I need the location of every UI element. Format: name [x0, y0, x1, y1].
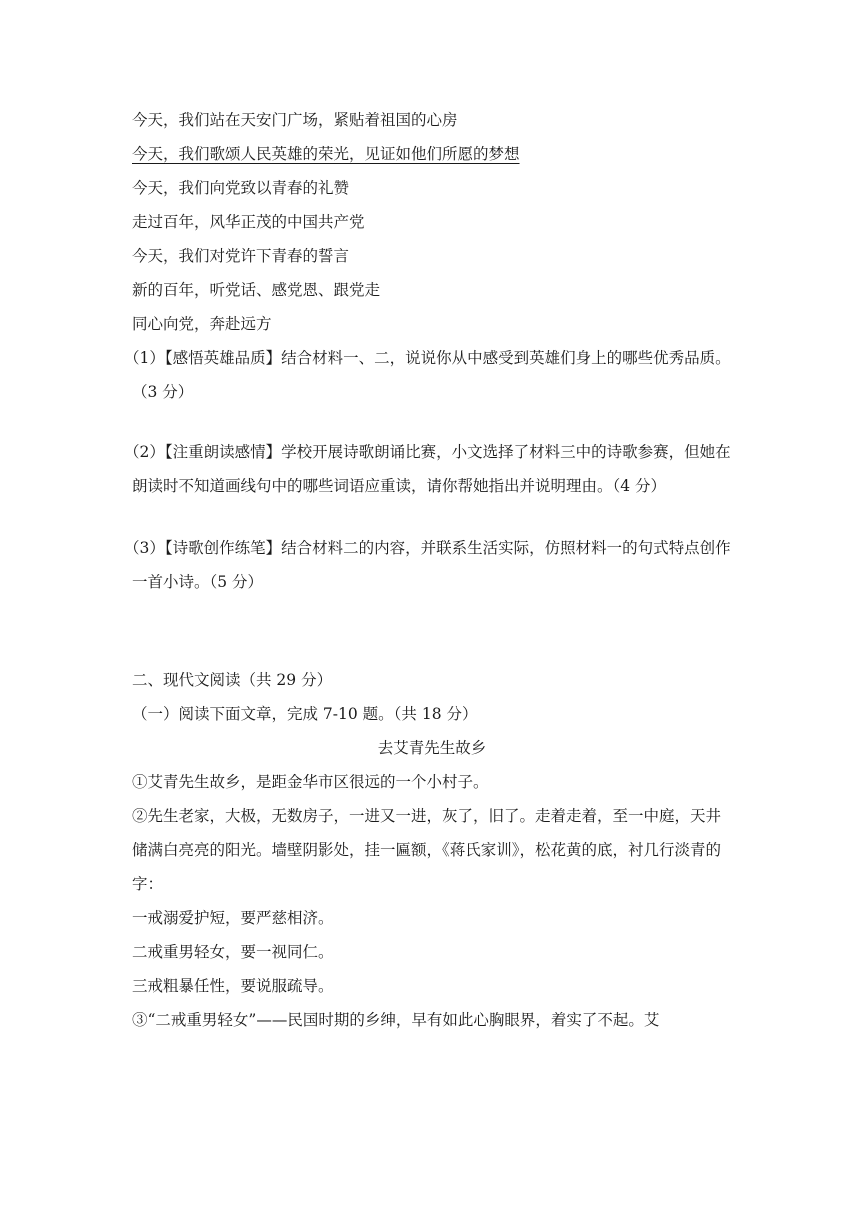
document-page	[124, 103, 732, 1037]
paragraph: 一戒溺爱护短，要严慈相济。	[132, 909, 334, 927]
question-2-text: （2）【注重朗读感情】学校开展诗歌朗诵比赛，小文选择了材料三中的诗歌参赛，但她在朗读时不知道画线句中的哪些词语应重读，请你帮她指出并说明理由。（4 分）	[124, 443, 731, 495]
paragraph: ①艾青先生故乡，是距金华市区很远的一个小村子。	[132, 773, 489, 791]
paragraph: ③“二戒重男轻女”——民国时期的乡绅，早有如此心胸眼界，着实了不起。艾	[132, 1011, 660, 1029]
question-2	[124, 435, 732, 503]
article-body	[132, 765, 732, 1037]
section-heading: 二、现代文阅读（共 29 分）	[132, 671, 333, 689]
underlined-sentence: 今天，我们歌颂人民英雄的荣光，见证如他们所愿的梦想	[132, 145, 520, 163]
question-3	[124, 531, 732, 599]
poem-line-underlined	[132, 137, 732, 171]
poem-line: 今天，我们对党许下青春的誓言	[132, 247, 350, 265]
question-3-text: （3）【诗歌创作练笔】结合材料二的内容，并联系生活实际，仿照材料一的句式特点创作一首小诗。（5 分）	[124, 539, 731, 591]
paragraph: ②先生老家，大极，无数房子，一进又一进，灰了，旧了。走着走着，至一中庭，天井储满白亮亮的阳光。墙壁阴影处，挂一匾额，《蒋氏家训》，松花黄的底，衬几行淡青的字：	[132, 807, 722, 893]
poem-line: 同心向党，奔赴远方	[132, 315, 272, 333]
answer-space	[132, 503, 732, 531]
question-1	[124, 341, 732, 409]
paragraph: 二戒重男轻女，要一视同仁。	[132, 943, 334, 961]
poem-line: 新的百年，听党话、感党恩、跟党走	[132, 281, 381, 299]
sub-section-heading: （一）阅读下面文章，完成 7-10 题。（共 18 分）	[132, 705, 478, 723]
poem-line: 走过百年，风华正茂的中国共产党	[132, 213, 365, 231]
answer-space	[132, 409, 732, 435]
poem-line: 今天，我们站在天安门广场，紧贴着祖国的心房	[132, 111, 458, 129]
answer-space	[132, 599, 732, 663]
paragraph: 三戒粗暴任性，要说服疏导。	[132, 977, 334, 995]
poem-line: 今天，我们向党致以青春的礼赞	[132, 179, 350, 197]
question-1-text: （1）【感悟英雄品质】结合材料一、二，说说你从中感受到英雄们身上的哪些优秀品质。（3 分）	[124, 349, 731, 401]
poem-block	[132, 103, 732, 341]
article-title: 去艾青先生故乡	[377, 739, 487, 757]
